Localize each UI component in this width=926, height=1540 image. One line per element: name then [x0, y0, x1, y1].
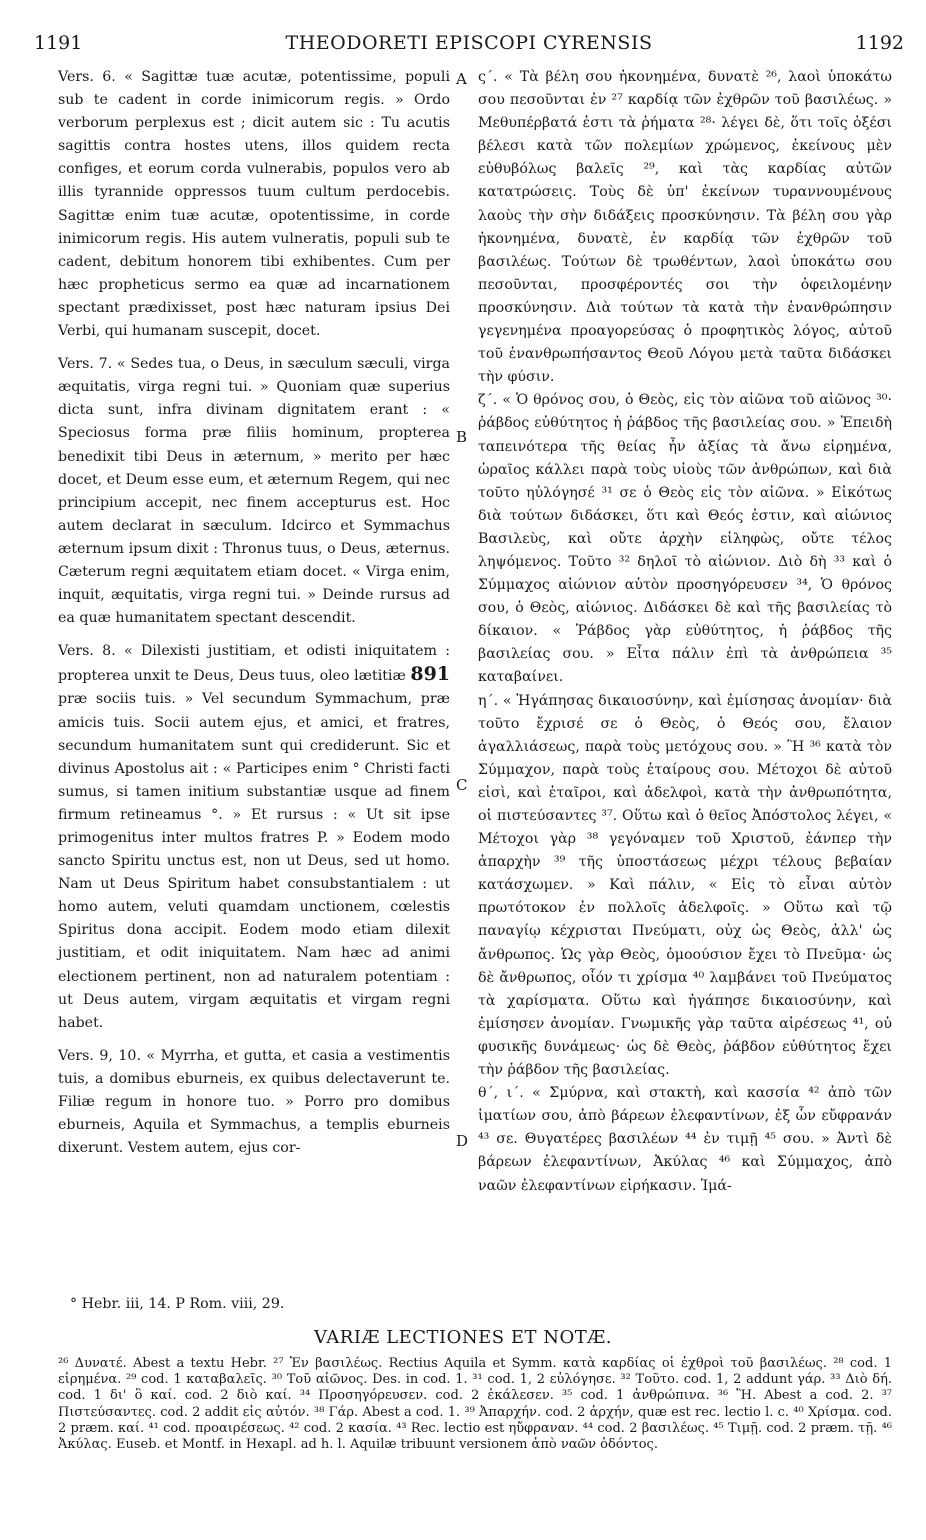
latin-verse-6: Vers. 6. « Sagittæ tuæ acutæ, potentissime, populi sub te cadent in corde inimicorum regis. » Ordo verborum perplexus est ; dicit autem sic : Tu acutis sagittis contra hostes utens, illos quidem recta configes, et eorum corda vulnerabis, populos vero ab illis tyrannide oppressos tuum cultum perdocebis. Sagittæ enim tuæ acutæ, opotentissime, in corde inimicorum regis. His autem vulneratis, populi sub te cadent, debitum honorem tibi exhibentes. Cum per hæc propheticus sermo ea quæ ad incarnationem spectant prædixisset, post hæc naturam ipsius Dei Verbi, qui humanam suscepit, docet. [58, 69, 450, 340]
margin-letter-b: B [456, 428, 468, 446]
scripture-references: ° Hebr. iii, 14. P Rom. viii, 29. [70, 1296, 285, 1312]
greek-column [478, 66, 892, 1198]
column-number: 891 [410, 663, 451, 686]
latin-verse-8-start: Vers. 8. « Dilexisti justitiam, et odisti iniquitatem : propterea unxit te Deus, Deus tuus, oleo lætitiæ [58, 643, 450, 685]
latin-verse-7: Vers. 7. « Sedes tua, o Deus, in sæculum sæculi, virga æquitatis, virga regni tui. » Quoniam quæ superius dicta sunt, infra divinam dignitatem erant : « Speciosus forma præ filiis hominum, propterea benedixit tibi Deus in æternum, » merito per hæc docet, et Deum esse eum, et æternum Regem, qui nec principium accepit, nec finem accepturus est. Hoc autem declarat in sæculum. Idcirco et Symmachus æternum ipsum dixit : Thronus tuus, o Deus, æternus. Cæterum regni æquitatem etiam docet. « Virga enim, inquit, æquitatis, virga regni tui. » Deinde rursus ad ea quæ humanitatem spectant descendit. [58, 356, 450, 627]
running-head: THEODORETI EPISCOPI CYRENSIS [285, 32, 653, 54]
latin-verse-8-rest: præ sociis tuis. » Vel secundum Symmachum, præ amicis tuis. Socii autem ejus, et amici, et fratres, secundum humanitatem sunt qui crediderunt. Sic et divinus Apostolus ait : « Participes enim ° Christi facti sumus, si tamen initium substantiæ usque ad finem firmum retineamus °. » Et rursus : « Ut sit ipse primogenitus inter multos fratres P. » Eodem modo sancto Spiritu unctus est, non ut Deus, sed ut homo. Nam ut Deus Spiritum habet consubstantialem : ut homo autem, veluti quamdam unctionem, cœlestis Spiritus dona accipit. Eodem modo etiam dilexit justitiam, et odit iniquitatem. Nam hæc ad animi electionem pertinent, non ad naturalem potentiam : ut Deus autem, virgam æquitatis et virgam regni habet. [58, 691, 450, 1031]
notes-text: ²⁶ Δυνατέ. Abest a textu Hebr. ²⁷ Ἐν βασιλέως. Rectius Aquila et Symm. κατὰ καρδίας οἱ ἐχθροὶ τοῦ βασιλέως. ²⁸ cod. 1 εἰρημένα. ²⁹ cod. 1 καταβαλεῖς. ³⁰ Τοῦ αἰῶνος. Des. in cod. 1. ³¹ cod. 1, 2 εὐλόγησε. ³² Τοῦτο. cod. 1, 2 addunt γάρ. ³³ Διὸ δή. cod. 1 δι' ὃ καί. cod. 2 διὸ καί. ³⁴ Προσηγόρευσεν. cod. 2 ἐκάλεσεν. ³⁵ cod. 1 ἀνθρώπινα. ³⁶ Ἢ. Abest a cod. 2. ³⁷ Πιστεύσαντες. cod. 2 addit εἰς αὐτόν. ³⁸ Γάρ. Abest a cod. 1. ³⁹ Ἀπαρχήν. cod. 2 ἀρχήν, quæ est rec. lectio l. c. ⁴⁰ Χρίσμα. cod. 2 præm. καί. ⁴¹ cod. προαιρέσεως. ⁴² cod. 2 κασία. ⁴³ Rec. lectio est ηὔφραναν. ⁴⁴ cod. 2 βασιλέως. ⁴⁵ Τιμῇ. cod. 2 præm. τῇ. ⁴⁶ Ἀκύλας. Euseb. et Montf. in Hexapl. ad h. l. Aquilæ tribuunt versionem ἀπὸ ναῶν ὀδόντος. [58, 1356, 892, 1453]
margin-letter-d: D [456, 1132, 469, 1150]
greek-verse-8: η΄. « Ἠγάπησας δικαιοσύνην, καὶ ἐμίσησας ἀνομίαν· διὰ τοῦτο ἔχρισέ σε ὁ Θεὸς, ὁ Θεός σου, ἔλαιον ἀγαλλιάσεως, παρὰ τοὺς μετόχους σου. » Ἢ ³⁶ κατὰ τὸν Σύμμαχον, παρὰ τοὺς ἑταίρους σου. Μέτοχοι δὲ αὐτοῦ εἰσὶ, καὶ ἑταῖροι, καὶ ἀδελφοὶ, κατὰ τὴν ἀνθρωπότητα, οἱ πιστεύσαντες ³⁷. Οὕτω καὶ ὁ θεῖος Ἀπόστολος λέγει, « Μέτοχοι γὰρ ³⁸ γεγόναμεν τοῦ Χριστοῦ, ἐάνπερ τὴν ἀπαρχὴν ³⁹ τῆς ὑποστάσεως μέχρι τέλους βεβαίαν κατάσχωμεν. » Καὶ πάλιν, « Εἰς τὸ εἶναι αὐτὸν πρωτότοκον ἐν πολλοῖς ἀδελφοῖς. » Οὕτω καὶ τῷ παναγίῳ κέχρισται Πνεύματι, οὐχ ὡς Θεὸς, ἀλλ' ὡς ἄνθρωπος. Ὡς γὰρ Θεὸς, ὁμοούσιον ἔχει τὸ Πνεῦμα· ὡς δὲ ἄνθρωπος, οἷόν τι χρίσμα ⁴⁰ λαμβάνει τοῦ Πνεύματος τὰ χαρίσματα. Οὕτω καὶ ἠγάπησε δικαιοσύνην, καὶ ἐμίσησεν ἀνομίαν. Γνωμικῆς γὰρ ταῦτα αἱρέσεως ⁴¹, οὐ φυσικῆς δυνάμεως· ὡς δὲ Θεὸς, ῥάβδον εὐθύτητος ἔχει τὴν ῥάβδον τῆς βασιλείας. [478, 692, 892, 1079]
greek-verse-9-10: θ΄, ι΄. « Σμύρνα, καὶ στακτὴ, καὶ κασσία ⁴² ἀπὸ τῶν ἱματίων σου, ἀπὸ βάρεων ἐλεφαντίνων, ἐξ ὧν εὔφρανάν ⁴³ σε. Θυγατέρες βασιλέων ⁴⁴ ἐν τιμῇ ⁴⁵ σου. » Ἀντὶ δὲ βάρεων ἐλεφαντίνων, Ἀκύλας ⁴⁶ καὶ Σύμμαχος, ἀπὸ ναῶν ἐλεφαντίνων εἰρήκασιν. Ἱμά- [478, 1085, 892, 1194]
greek-verse-7: ζ΄. « Ὁ θρόνος σου, ὁ Θεὸς, εἰς τὸν αἰῶνα τοῦ αἰῶνος ³⁰· ῥάβδος εὐθύτητος ἡ ῥάβδος τῆς βασιλείας σου. » Ἐπειδὴ ταπεινότερα τῆς θείας ἦν ἀξίας τὰ ἄνω εἰρημένα, ὡραῖος κάλλει παρὰ τοὺς υἱοὺς τῶν ἀνθρώπων, καὶ διὰ τοῦτο ηὐλόγησέ ³¹ σε ὁ Θεὸς εἰς τὸν αἰῶνα. » Εἰκότως διὰ τούτων διδάσκει, ὅτι καὶ Θεός ἐστιν, καὶ αἰώνιος Βασιλεὺς, καὶ οὔτε ἀρχὴν εἰληφὼς, οὔτε τέλος ληψόμενος. Τοῦτο ³² δηλοῖ τὸ αἰώνιον. Διὸ δὴ ³³ καὶ ὁ Σύμμαχος αἰώνιον αὐτὸν προσηγόρευσεν ³⁴, Ὁ θρόνος σου, ὁ Θεὸς, αἰώνιος. Διδάσκει δὲ καὶ τῆς βασιλείας τὸ δίκαιον. « Ῥάβδος γὰρ εὐθύτητος, ἡ ῥάβδος τῆς βασιλείας σου. » Εἶτα πάλιν ἐπὶ τὰ ἀνθρώπεια ³⁵ καταβαίνει. [478, 392, 892, 686]
margin-letter-a: A [456, 70, 467, 88]
latin-column [58, 66, 450, 1160]
page-number-left: 1191 [34, 32, 83, 54]
page-header [34, 26, 904, 58]
page-number-right: 1192 [855, 32, 904, 54]
latin-verse-9-10: Vers. 9, 10. « Myrrha, et gutta, et casia a vestimentis tuis, a domibus eburneis, ex quibus delectaverunt te. Filiæ regum in honore tuo. » Porro pro domibus eburneis, Aquila et Symmachus, a templis eburneis dixerunt. Vestem autem, ejus cor- [58, 1047, 450, 1157]
notes-title: VARIÆ LECTIONES ET NOTÆ. [314, 1327, 612, 1348]
latin-verse-8 [58, 640, 450, 1035]
variant-readings [58, 1356, 892, 1453]
greek-verse-6: ς΄. « Τὰ βέλη σου ἠκονημένα, δυνατὲ ²⁶, λαοὶ ὑποκάτω σου πεσοῦνται ἐν ²⁷ καρδίᾳ τῶν ἐχθρῶν τοῦ βασιλέως. » Μεθυπέρβατά ἐστι τὰ ῥήματα ²⁸· λέγει δὲ, ὅτι τοῖς ὀξέσι βέλεσι κατὰ τῶν πολεμίων χρώμενος, ἐκείνους μὲν εὐθυβόλως βαλεῖς ²⁹, καὶ τὰς καρδίας αὐτῶν κατατρώσεις. Τοὺς δὲ ὑπ' ἐκείνων τυραννουμένους λαοὺς τὴν σὴν διδάξεις προσκύνησιν. Τὰ βέλη σου γὰρ ἠκονημένα, δυνατὲ, ἐν καρδίᾳ τῶν ἐχθρῶν τοῦ βασιλέως. Τούτων δὲ τρωθέντων, λαοὶ ὑποκάτω σου πεσοῦνται, προσφέροντές σοι τὴν ὀφειλομένην προσκύνησιν. Διὰ τούτων τὰ κατὰ τὴν ἐνανθρώπησιν γεγενημένα προαγορεύσας ὁ προφητικὸς λόγος, αὐτοῦ τοῦ ἐνανθρωπήσαντος Θεοῦ Λόγου μετὰ ταῦτα διδάσκει τὴν φύσιν. [478, 69, 892, 386]
margin-letter-c: C [456, 776, 468, 794]
